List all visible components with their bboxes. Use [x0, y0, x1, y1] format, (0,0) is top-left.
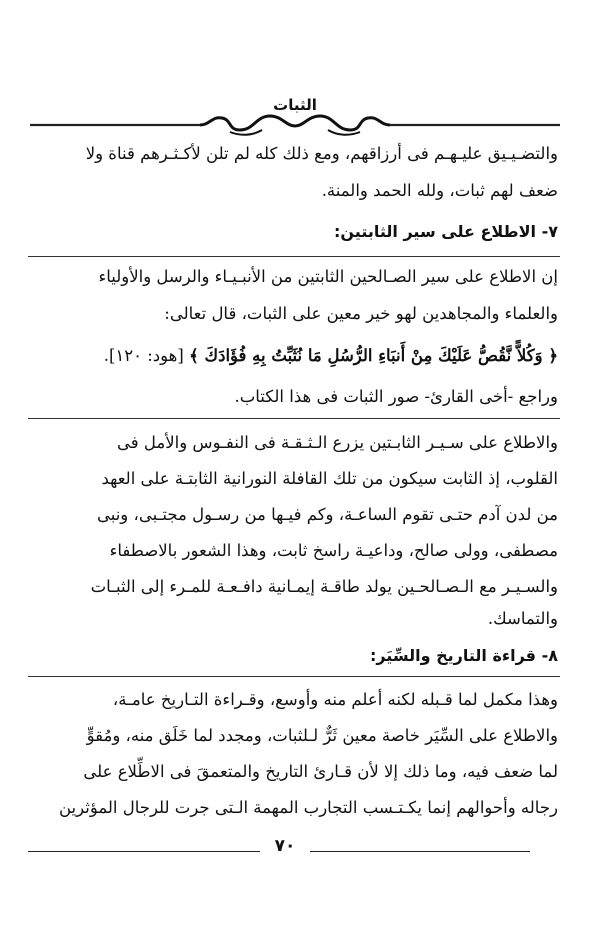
paragraph-line: والعلماء والمجاهدين لهو خير معين على الثبات، قال تعالى:	[164, 304, 558, 323]
paragraph-line: مصطفى، وولى صالح، وداعيـة راسخ ثابت، وهذا الشعور بالاصطفاء	[109, 541, 558, 560]
paragraph-line: لما ضعف فيه، وما ذلك إلا لأن قـارئ التاريخ والمتعمقَ فى الاطِّلاع على	[83, 762, 558, 781]
paragraph-line: والاطلاع على سـيـر الثابـتين يزرع الـثـقـة فى النفـوس والأمل فى	[117, 433, 558, 452]
footer-rule-right	[310, 851, 530, 852]
paragraph-line: إن الاطلاع على سير الصـالحين الثابتين من الأنبـيـاء والرسل والأولياء	[98, 267, 558, 286]
section-heading-7: ٧- الاطلاع على سير الثابتين:	[334, 222, 558, 241]
paragraph-line: وراجع -أخى القارئ- صور الثبات فى هذا الكتاب.	[234, 387, 558, 406]
paragraph-line: ضعف لهم ثبات، ولله الحمد والمنة.	[321, 181, 558, 200]
footer-rule-left	[28, 851, 260, 852]
paragraph-line: والتماسك.	[487, 609, 558, 628]
section-heading-8: ٨- قراءة التاريخ والسِّيَر:	[369, 646, 558, 665]
quran-verse: ﴿ وَكُلاًّ نَّقُصُّ عَلَيْكَ مِنْ أَنبَاءِ الرُّسُلِ مَا نُثَبِّتُ بِهِ فُؤَادَكَ ﴾	[189, 346, 558, 365]
section-divider	[28, 676, 560, 677]
paragraph-line: من لدن آدم حتـى تقوم الساعـة، وكم فيـها من رسـول مجتـبى، ونبى	[96, 505, 558, 524]
running-title: الثبات	[273, 96, 317, 114]
page-number: ٧٠	[274, 836, 296, 856]
paragraph-line: والسـيـر مع الـصـالحـين يولد طاقـة إيمـانية دافـعـة للمـرء إلى الثبـات	[90, 577, 558, 596]
header-ornament-divider	[30, 110, 560, 138]
paragraph-line: رجاله وأحوالهم إنما يكـتـسب التجارب المهمة الـتى جرت للرجال المؤثرين	[58, 798, 558, 817]
section-divider	[28, 256, 560, 257]
paragraph-line: القلوب، إذ الثابت سيكون من تلك القافلة النورانية الثابتـة على العهد	[101, 469, 558, 488]
paragraph-line: وهذا مكمل لما قـبله لكنه أعلم منه وأوسع، وقـراءة التـاريخ عامـة،	[112, 690, 558, 709]
paragraph-line: والتضـيـيق عليـهـم فى أرزاقهم، ومع ذلك كله لم تلن لأكـثـرهم قناة ولا	[85, 144, 558, 163]
quran-verse-line	[28, 337, 558, 374]
paragraph-line: والاطلاع على السِّيَر خاصة معين ثَرٌّ لـلثبات، ومجدد لما خَلَق منه، ومُقوٍّ	[86, 726, 558, 745]
section-divider	[28, 418, 560, 419]
verse-reference: [هود: ١٢٠].	[103, 346, 184, 365]
